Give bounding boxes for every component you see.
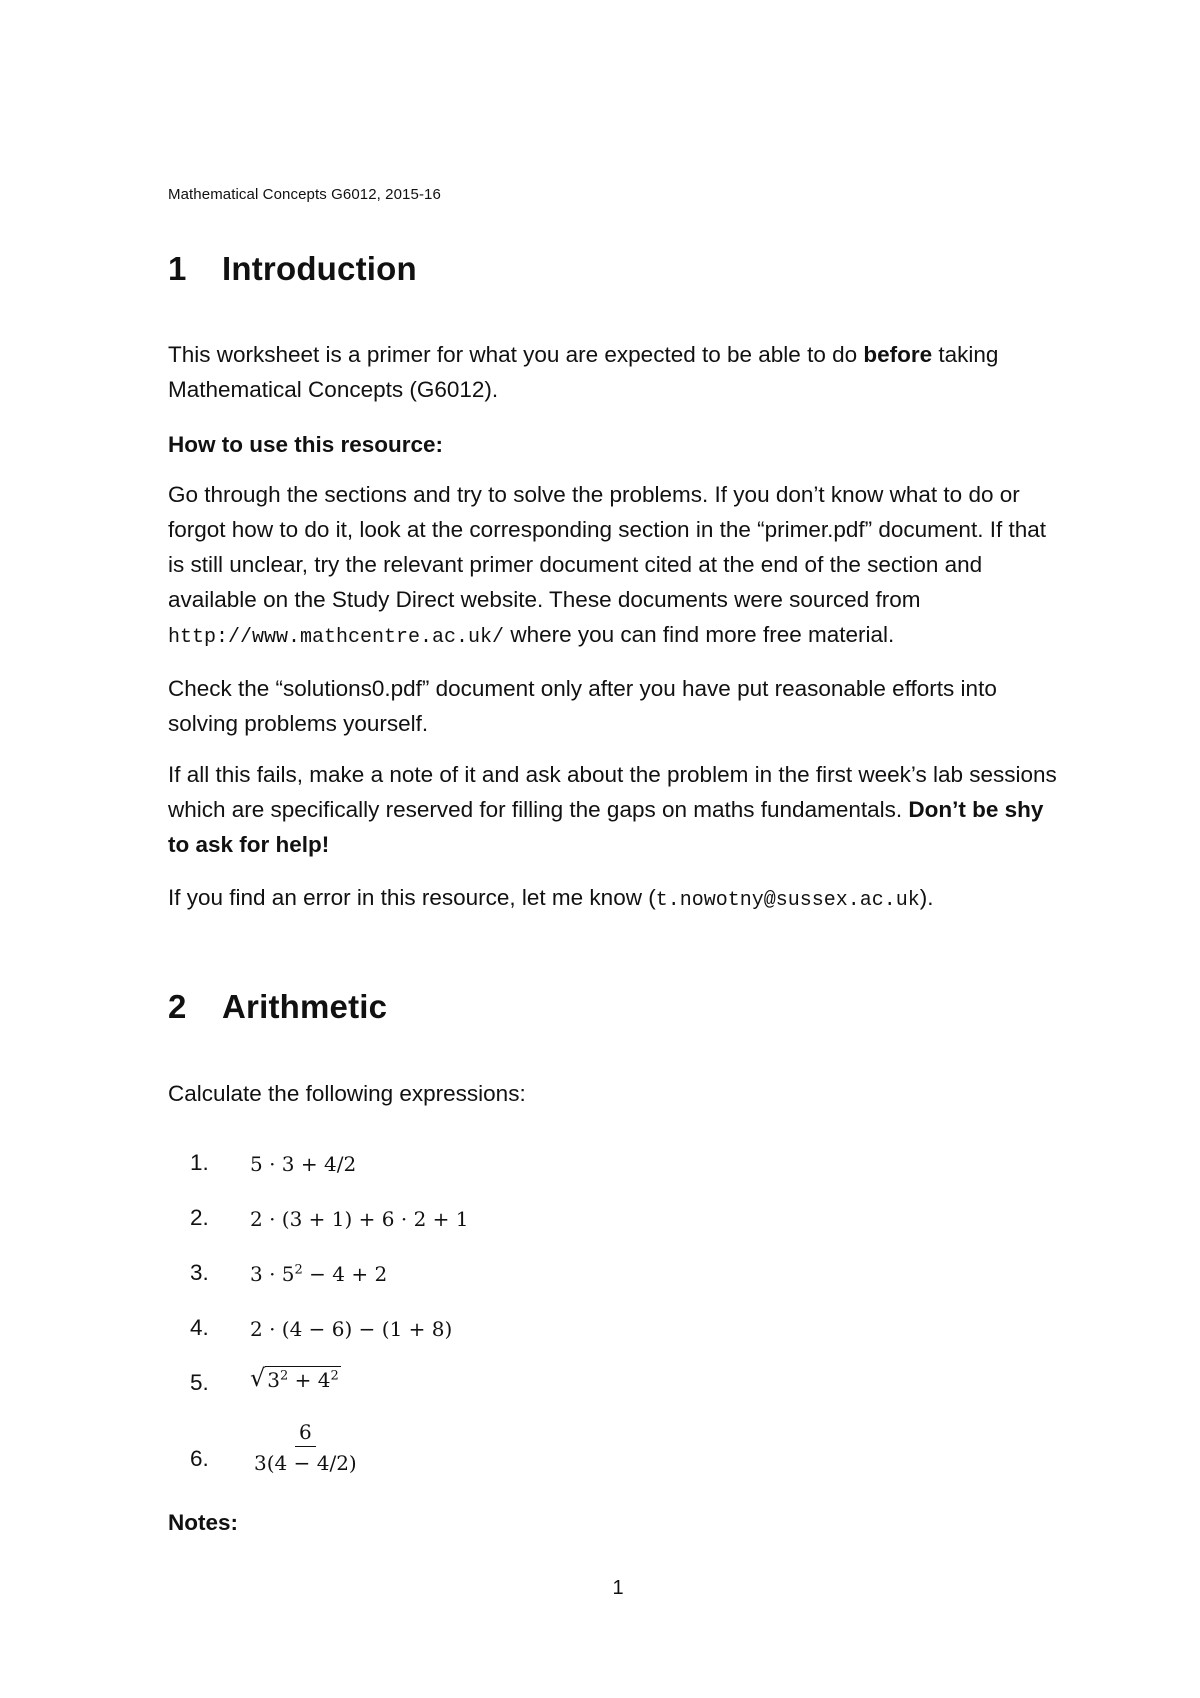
exercise-number: 2.: [190, 1205, 209, 1230]
exercise-number: 3.: [190, 1260, 209, 1285]
error-paragraph: [168, 880, 1068, 918]
error-text: If you find an error in this resource, let me know (: [168, 885, 656, 910]
section-number: 1: [168, 250, 187, 287]
howto-paragraph: [168, 477, 1068, 655]
fraction-denominator: 3(4 − 4/2): [254, 1451, 357, 1475]
exercise-number: 4.: [190, 1315, 209, 1340]
howto-heading: How to use this resource:: [168, 432, 444, 457]
exercise-number: 6.: [190, 1446, 209, 1471]
arithmetic-prompt: Calculate the following expressions:: [168, 1081, 526, 1106]
contact-email-link[interactable]: t.nowotny@sussex.ac.uk: [655, 889, 920, 912]
mathcentre-link[interactable]: http://www.mathcentre.ac.uk/: [168, 626, 505, 649]
howto-text-end: where you can find more free material.: [504, 622, 895, 647]
intro-text: This worksheet is a primer for what you are expected to be able to do: [168, 342, 864, 367]
exercise-number: 5.: [190, 1370, 209, 1395]
exercise-expression: 5 · 3 + 4/2: [250, 1152, 357, 1176]
check-paragraph: Check the “solutions0.pdf” document only after you have put reasonable efforts into solving problems yourself.: [168, 676, 997, 736]
fraction-numerator: 6: [295, 1420, 316, 1447]
exercise-number: 1.: [190, 1150, 209, 1175]
howto-text: Go through the sections and try to solve the problems. If you don’t know what to do or forgot how to do it, look at the corresponding section in the “primer.pdf” document. If that is still unclear, try the relevant primer document cited at the end of the section and available on the Study Direct website. These documents were sourced from: [168, 482, 1046, 612]
running-head: Mathematical Concepts G6012, 2015-16: [168, 186, 441, 203]
section-title: Introduction: [222, 250, 417, 287]
exercise-expression: [250, 1420, 361, 1475]
section-title: Arithmetic: [222, 988, 388, 1025]
fraction: [250, 1420, 361, 1475]
notes-label: Notes:: [168, 1510, 239, 1535]
error-text-end: ).: [919, 885, 934, 910]
exercise-expression: [250, 1366, 341, 1393]
intro-text-end: taking Mathematical Concepts (G6012).: [168, 342, 999, 402]
section-heading-arithmetic: [168, 988, 387, 1026]
section-number: 2: [168, 988, 187, 1025]
fail-text: If all this fails, make a note of it and ask about the problem in the first week’s lab sessions which are specifically reserved for filling the gaps on maths fundamentals.: [168, 762, 1057, 822]
exercise-expression: 2 · (4 − 6) − (1 + 8): [250, 1317, 453, 1341]
fail-paragraph: [168, 757, 1068, 862]
help-emphasis: Don’t be shy to ask for help!: [168, 797, 1044, 857]
exercise-expression: 2 · (3 + 1) + 6 · 2 + 1: [250, 1207, 469, 1231]
square-root: √ $3^2 + 4^2$: [250, 1364, 339, 1392]
exercise-expression: $3 \cdot 5^2 - 4 + 2$: [250, 1262, 388, 1286]
section-heading-introduction: [168, 250, 417, 288]
intro-emphasis: before: [863, 342, 933, 367]
intro-paragraph: [168, 337, 1068, 407]
page-number: 1: [612, 1577, 624, 1599]
